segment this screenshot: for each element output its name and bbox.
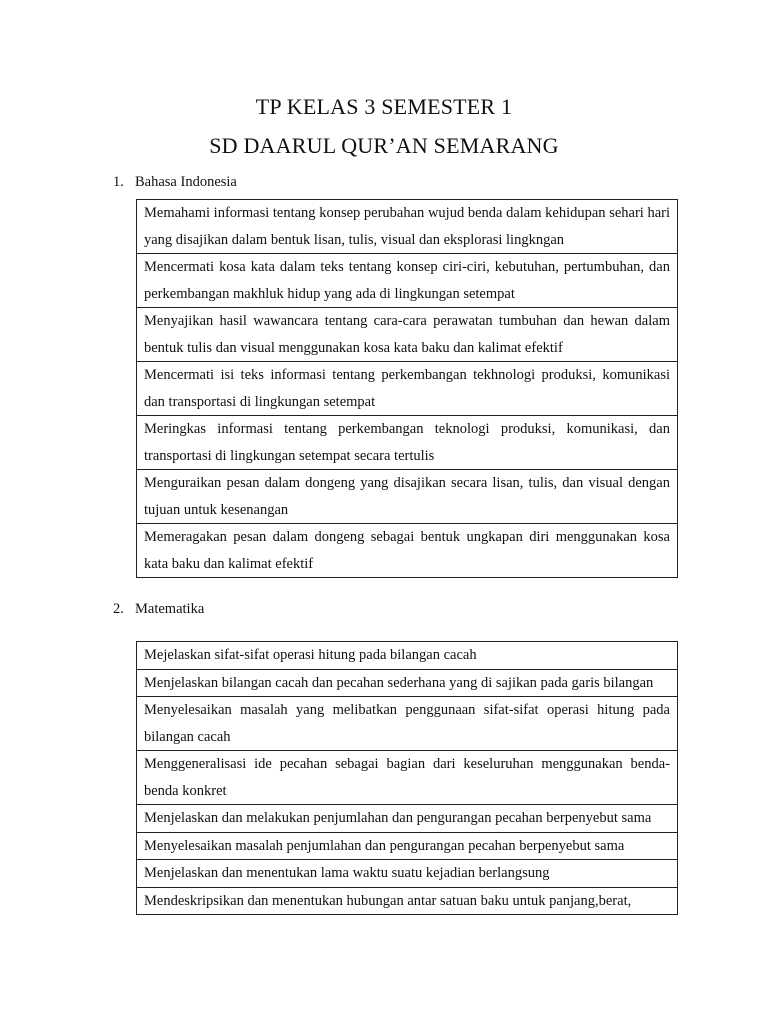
objective-cell: Menjelaskan dan melakukan penjumlahan dan pengurangan pecahan berpenyebut sama <box>137 805 678 833</box>
objective-cell: Mejelaskan sifat-sifat operasi hitung pada bilangan cacah <box>137 642 678 670</box>
table-row <box>137 200 678 254</box>
table-row <box>137 416 678 470</box>
objective-cell: Memeragakan pesan dalam dongeng sebagai bentuk ungkapan diri menggunakan kosa kata baku dan kalimat efektif <box>137 524 678 578</box>
objective-cell: Meringkas informasi tentang perkembangan teknologi produksi, komunikasi, dan transportasi di lingkungan setempat secara tertulis <box>137 416 678 470</box>
section-heading-bahasa-indonesia <box>113 174 237 191</box>
section-number: 1. <box>113 174 124 190</box>
table-row <box>137 254 678 308</box>
objective-cell: Mencermati isi teks informasi tentang perkembangan tekhnologi produksi, komunikasi dan transportasi di lingkungan setempat <box>137 362 678 416</box>
objective-cell: Menggeneralisasi ide pecahan sebagai bagian dari keseluruhan menggunakan benda-benda konkret <box>137 751 678 805</box>
objective-cell: Menjelaskan bilangan cacah dan pecahan sederhana yang di sajikan pada garis bilangan <box>137 669 678 697</box>
table-row <box>137 362 678 416</box>
objective-cell: Menyelesaikan masalah penjumlahan dan pengurangan pecahan berpenyebut sama <box>137 832 678 860</box>
table-row <box>137 697 678 751</box>
objectives-table-matematika <box>136 641 678 915</box>
objective-cell: Memahami informasi tentang konsep perubahan wujud benda dalam kehidupan sehari hari yang disajikan dalam bentuk lisan, tulis, visual dan eksplorasi lingkngan <box>137 200 678 254</box>
objective-cell: Menjelaskan dan menentukan lama waktu suatu kejadian berlangsung <box>137 860 678 888</box>
section-heading-matematika <box>113 601 204 618</box>
section-number: 2. <box>113 601 124 617</box>
table-row <box>137 832 678 860</box>
school-name: SD DAARUL QUR’AN SEMARANG <box>209 133 559 158</box>
objective-cell: Menguraikan pesan dalam dongeng yang disajikan secara lisan, tulis, dan visual dengan tujuan untuk kesenangan <box>137 470 678 524</box>
objective-cell: Menyajikan hasil wawancara tentang cara-cara perawatan tumbuhan dan hewan dalam bentuk tulis dan visual menggunakan kosa kata baku dan kalimat efektif <box>137 308 678 362</box>
table-row <box>137 805 678 833</box>
section-title: Bahasa Indonesia <box>135 174 237 190</box>
table-row <box>137 860 678 888</box>
table-row <box>137 751 678 805</box>
section-title: Matematika <box>135 601 205 617</box>
table-row <box>137 470 678 524</box>
objective-cell: Menyelesaikan masalah yang melibatkan penggunaan sifat-sifat operasi hitung pada bilangan cacah <box>137 697 678 751</box>
objective-cell: Mencermati kosa kata dalam teks tentang konsep ciri-ciri, kebutuhan, pertumbuhan, dan perkembangan makhluk hidup yang ada di lingkungan setempat <box>137 254 678 308</box>
objective-cell: Mendeskripsikan dan menentukan hubungan antar satuan baku untuk panjang,berat, <box>137 887 678 915</box>
table-row <box>137 524 678 578</box>
table-row <box>137 642 678 670</box>
table-row <box>137 887 678 915</box>
table-row <box>137 669 678 697</box>
document-title: TP KELAS 3 SEMESTER 1 <box>255 94 513 119</box>
objectives-table-bahasa-indonesia <box>136 199 678 578</box>
table-row <box>137 308 678 362</box>
